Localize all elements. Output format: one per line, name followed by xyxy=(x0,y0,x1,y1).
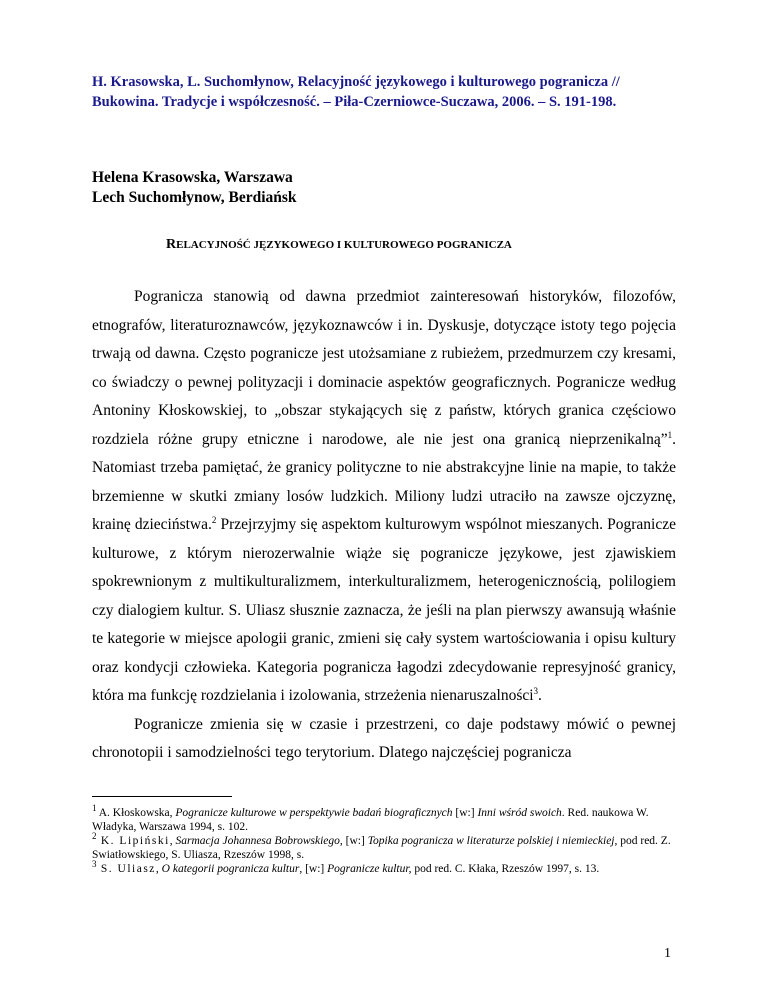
footnote-1-number: 1 xyxy=(92,803,97,814)
footnote-3-text-a: , xyxy=(155,863,162,875)
title-first-letter: R xyxy=(166,237,177,252)
footnote-3 xyxy=(92,859,682,876)
p1-text-c: Przejrzyjmy się aspektom kulturowym wspólnot mieszanych. Pogranicze kulturowe, z którym nierozerwalnie wiąże się pogranicze językowe, jest zjawiskiem spokrewnionym z multikulturalizmem, interkulturalizmem, heterogenicznością, polilogiem czy dialogiem kultur. S. Uliasz słusznie zaznacza, że jeśli na plan pierwszy awansują właśnie te kategorie w miejsce apologii granic, zmieni się cały system wartościowania i opisu kultury oraz kondycji człowieka. Kategoria pogranicza łagodzi zdecydowanie represyjność granicy, która ma funkcję rozdzielania i izolowania, strzeżenia nienaruszalności xyxy=(92,516,676,704)
footnote-2-text-a: , xyxy=(169,835,176,847)
footnote-2-author: K. Lipiński xyxy=(96,835,170,847)
author-2: Lech Suchomłynow, Berdiańsk xyxy=(92,189,297,206)
footnote-3-text-b: , [w:] xyxy=(299,863,328,875)
footnote-separator xyxy=(92,796,232,797)
footnote-3-number: 3 xyxy=(92,859,97,870)
footnote-3-title-2: Pogranicze kultur, xyxy=(327,863,412,875)
footnote-2-title-2: Topika pogranicza w literaturze polskiej i niemieckiej xyxy=(367,835,615,847)
footnote-2-number: 2 xyxy=(92,831,97,842)
footnote-2-title: Sarmacja Johannesa Bobrowskiego xyxy=(175,835,340,847)
footnote-1-title: Pogranicze kulturowe w perspektywie badań biograficznych xyxy=(175,807,453,819)
citation-line-1: H. Krasowska, L. Suchomłynow, Relacyjność językowego i kulturowego pogranicza // xyxy=(92,74,620,90)
footnote-2-text-c: , pod red. Z. Swiatłowskiego, S. Uliasza, Rzeszów 1998, s. xyxy=(92,835,671,861)
footnote-3-title: O kategorii pogranicza kultur xyxy=(161,863,300,875)
p1-text-b: . Natomiast trzeba pamiętać, że granicy polityczne to nie abstrakcyjne linie na mapie, to także brzemienne w skutki zmiany losów ludzkich. Miliony ludzi utraciło na zawsze ojczyznę, krainę dzieciństwa. xyxy=(92,430,676,533)
paragraph-2: Pogranicze zmienia się w czasie i przestrzeni, co daje podstawy mówić o pewnej chronotopii i samodzielności tego terytorium. Dlatego najczęściej pogranicza xyxy=(92,715,676,761)
footnotes xyxy=(92,803,682,876)
citation-header xyxy=(92,72,692,112)
footnote-ref-2: 2 xyxy=(211,514,217,525)
article-body xyxy=(92,283,676,768)
footnote-3-text-c: pod red. C. Kłaka, Rzeszów 1997, s. 13. xyxy=(411,863,600,875)
footnote-2 xyxy=(92,831,682,862)
footnote-1 xyxy=(92,803,682,834)
footnote-2-text-b: , [w:] xyxy=(339,835,368,847)
p1-text-d: . xyxy=(538,687,542,704)
p1-text-a: Pogranicza stanowią od dawna przedmiot zainteresowań historyków, filozofów, etnografów, literaturoznawców, językoznawców i in. Dyskusje, dotyczące istoty tego pojęcia trwają od dawna. Często pogranicze jest utożsamiane z rubieżem, przedmurzem czy kresami, co świadczy o pewnej polityzacji i dominacie aspektów geograficznych. Pogranicze według Antoniny Kłoskowskiej, to „obszar stykających się z państw, których granica częściowo rozdziela różne grupy etniczne i narodowe, ale nie jest ona granicą nieprzenikalną” xyxy=(92,288,676,448)
title-rest: ELACYJNOŚĆ JĘZYKOWEGO I KULTUROWEGO POGRANICZA xyxy=(176,239,512,251)
footnote-1-title-2: Inni wśród swoich xyxy=(477,807,562,819)
article-title xyxy=(166,237,512,253)
citation-line-2: Bukowina. Tradycje i współczesność. – Piła-Czerniowce-Suczawa, 2006. – S. 191-198. xyxy=(92,94,617,110)
paragraph-1 xyxy=(92,283,676,711)
footnote-1-text-b: [w:] xyxy=(452,807,478,819)
footnote-1-text-c: . Red. naukowa W. Władyka, Warszawa 1994, s. 102. xyxy=(92,807,649,833)
footnote-ref-3: 3 xyxy=(533,685,539,696)
footnote-ref-1: 1 xyxy=(667,429,673,440)
authors-block xyxy=(92,168,297,208)
page-number: 1 xyxy=(664,946,671,961)
author-1: Helena Krasowska, Warszawa xyxy=(92,169,293,186)
footnote-3-author: S. Uliasz xyxy=(96,863,156,875)
footnote-1-text-a: A. Kłoskowska, xyxy=(96,807,176,819)
